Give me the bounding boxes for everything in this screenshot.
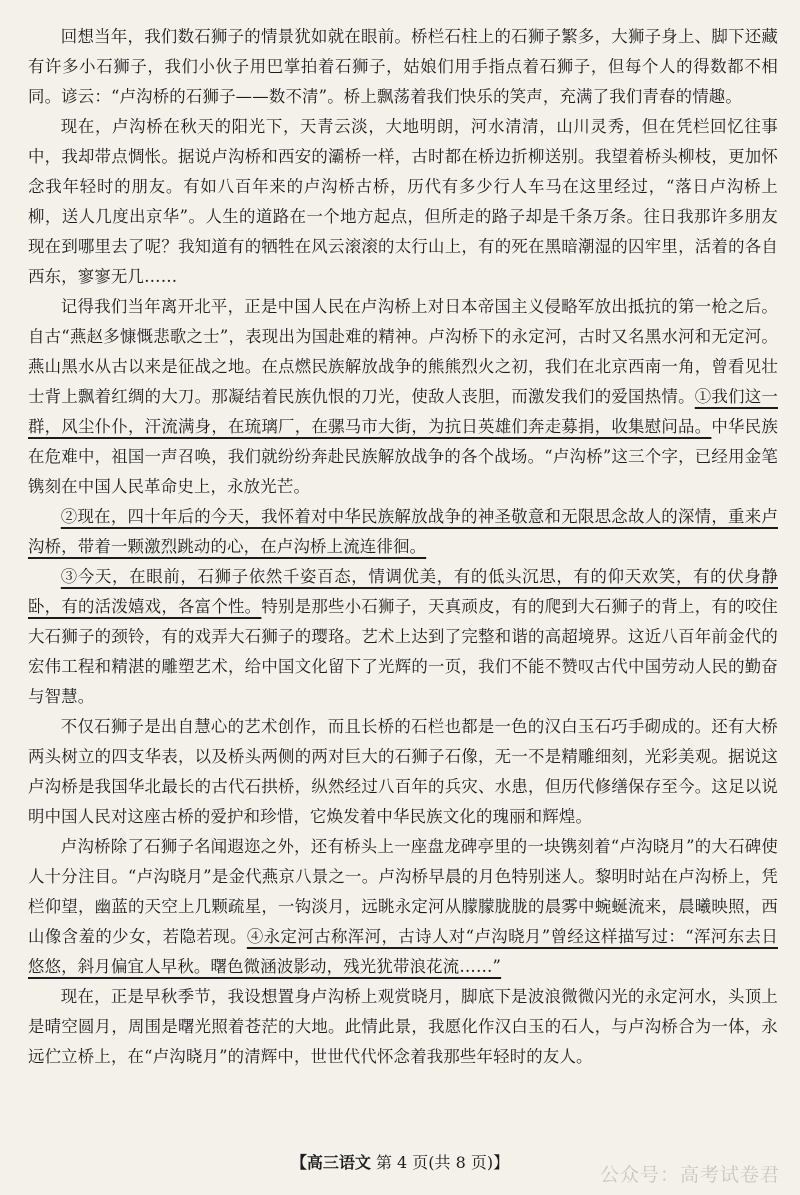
paragraph-8: 现在，正是早秋季节，我设想置身卢沟桥上观赏晓月，脚底下是波浪微微闪光的永定河水，头顶上是晴空圆月，周围是曙光照着苍茫的大地。此情此景，我愿化作汉白玉的石人，与卢沟桥合为一体，永远伫立桥上，在“卢沟晓月”的清辉中，世世代代怀念着我那些年轻时的友人。 [28,987,778,1066]
underlined-sentence-2: ②现在，四十年后的今天，我怀着对中华民族解放战争的神圣敬意和无限思念故人的深情，重来卢沟桥，带着一颗激烈跳动的心，在卢沟桥上流连徘徊。 [28,507,778,556]
paragraph-5-part-b: 特别是那些小石狮子，天真顽皮，有的爬到大石狮子的背上，有的咬住大石狮子的颈铃，有的戏弄大石狮子的璎珞。艺术上达到了完整和谐的高超境界。这近八百年前金代的宏伟工程和精湛的雕塑艺术，给中国文化留下了光辉的一页，我们不能不赞叹古代中国劳动人民的勤奋与智慧。 [28,597,778,706]
paragraph-5 [28,562,778,712]
underlined-sentence-4: ④永定河古称浑河，古诗人对“卢沟晓月”曾经这样描写过：“浑河东去日悠悠，斜月偏宜人早秋。曙色微涵波影动，残光犹带浪花流……” [28,927,778,976]
paragraph-7 [28,832,778,982]
footer-subject: 【高三语文 [290,1153,371,1172]
paragraph-7-part-a: 卢沟桥除了石狮子名闻遐迩之外，还有桥头上一座盘龙碑亭里的一块镌刻着“卢沟晓月”的大石碑使人十分注目。“卢沟晓月”是金代燕京八景之一。卢沟桥早晨的月色特别迷人。黎明时站在卢沟桥上，凭栏仰望，幽蓝的天空上几颗疏星，一钩淡月，远眺永定河从朦朦胧胧的晨雾中蜿蜒流来，晨曦映照，西山像含羞的少女，若隐若现。 [28,837,778,946]
paragraph-2: 现在，卢沟桥在秋天的阳光下，天青云淡，大地明朗，河水清清，山川灵秀，但在凭栏回忆往事中，我却带点惆怅。据说卢沟桥和西安的灞桥一样，古时都在桥边折柳送别。我望着桥头柳枝，更加怀念我年轻时的朋友。有如八百年来的卢沟桥古桥，历代有多少行人车马在这里经过，“落日卢沟桥上柳，送人几度出京华”。人生的道路在一个地方起点，但所走的路子却是千条万条。往日我那许多朋友现在到哪里去了呢？我知道有的牺牲在风云滚滚的太行山上，有的死在黑暗潮湿的囚牢里，活着的各自西东，寥寥无几…… [28,117,778,286]
article-body [28,22,778,1072]
paragraph-1: 回想当年，我们数石狮子的情景犹如就在眼前。桥栏石柱上的石狮子繁多，大狮子身上、脚下还藏有许多小石狮子，我们小伙子用巴掌拍着石狮子，姑娘们用手指点着石狮子，但每个人的得数都不相同。谚云：“卢沟桥的石狮子——数不清”。桥上飘荡着我们快乐的笑声，充满了我们青春的情趣。 [28,27,778,106]
paragraph-3-part-a: 记得我们当年离开北平，正是中国人民在卢沟桥上对日本帝国主义侵略军放出抵抗的第一枪之后。自古“燕赵多慷慨悲歌之士”，表现出为国赴难的精神。卢沟桥下的永定河，古时又名黑水河和无定河。燕山黑水从古以来是征战之地。在点燃民族解放战争的熊熊烈火之初，我们在北京西南一角，曾看见壮士背上飘着红绸的大刀。那凝结着民族仇恨的刀光，使敌人丧胆，而激发我们的爱国热情。 [28,297,778,406]
underlined-sentence-1: ①我们这一群，风尘仆仆，汗流满身，在琉璃厂，在骡马市大街，为抗日英雄们奔走募捐，收集慰问品。 [28,387,778,436]
paragraph-6: 不仅石狮子是出自慧心的艺术创作，而且长桥的石栏也都是一色的汉白玉石巧手砌成的。还有大桥两头树立的四支华表，以及桥头两侧的两对巨大的石狮子石像，无一不是精雕细刻，光彩美观。据说这卢沟桥是我国华北最长的古代石拱桥，纵然经过八百年的兵灾、水患，但历代修缮保存至今。这足以说明中国人民对这座古桥的爱护和珍惜，它焕发着中华民族文化的瑰丽和辉煌。 [28,717,778,826]
footer-page-number: 第 4 页(共 8 页)】 [375,1153,510,1172]
watermark: 公众号：高考试卷君 [599,1164,780,1186]
paragraph-3 [28,292,778,502]
paragraph-3-part-b: 中华民族在危难中，祖国一声召唤，我们就纷纷奔赴民族解放战争的各个战场。“卢沟桥”这三个字，已经用金笔镌刻在中国人民革命史上，永放光芒。 [28,417,778,496]
underlined-sentence-3: ③今天，在眼前，石狮子依然千姿百态，情调优美，有的低头沉思，有的仰天欢笑，有的伏身静卧，有的活泼嬉戏，各富个性。 [28,567,778,616]
